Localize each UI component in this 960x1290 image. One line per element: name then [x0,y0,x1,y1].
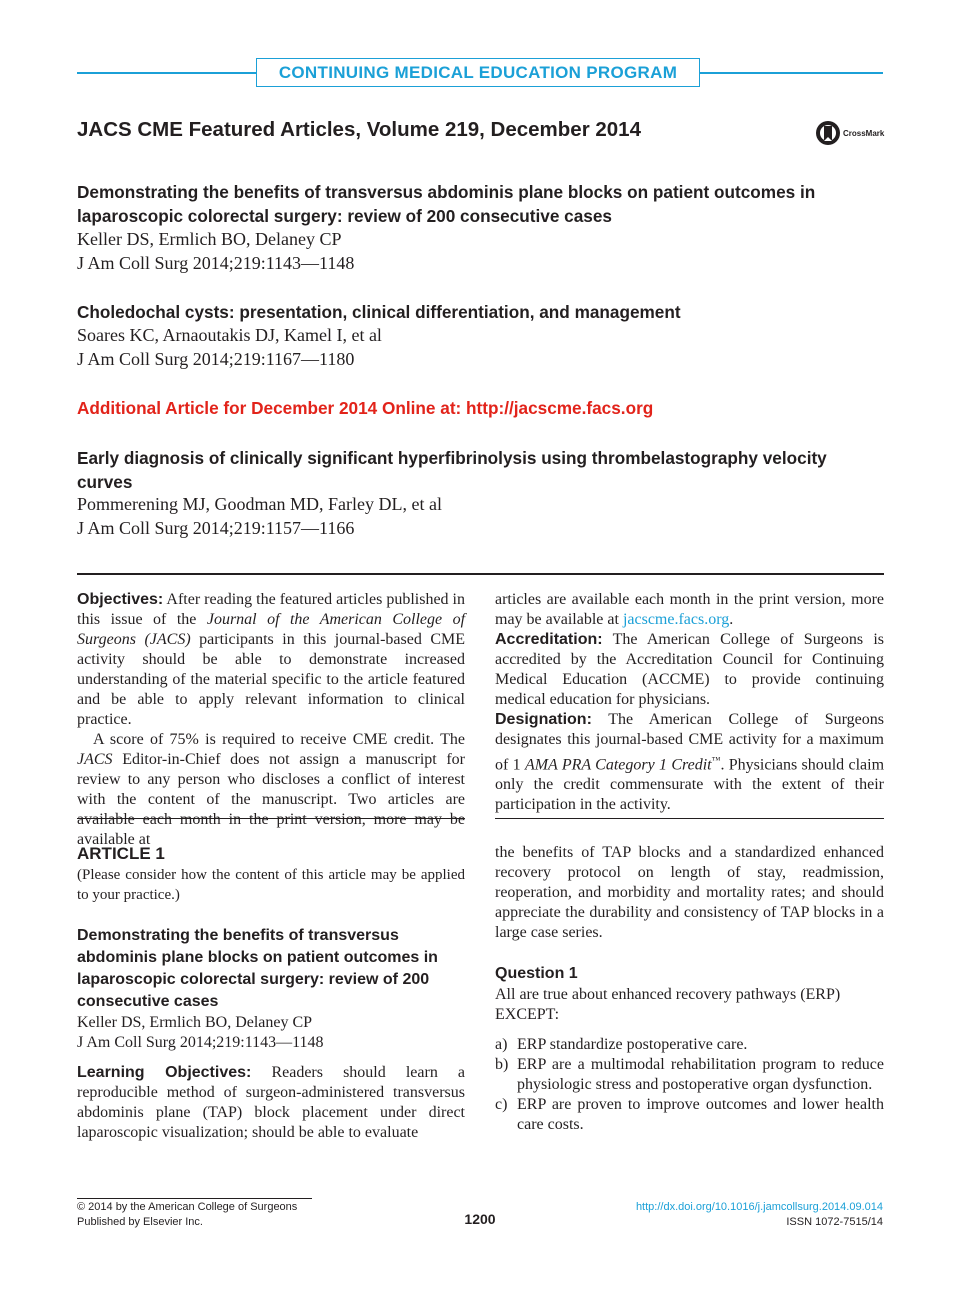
featured-article-2-citation: J Am Coll Surg 2014;219:1167—1180 [77,349,355,369]
accreditation-text: The American College of Surgeons is accredited by the Accreditation Council for Continuing Medical Education (ACCME) to provide continuing medical education for physicians. [495,631,884,708]
crossmark-label: CrossMark [843,128,885,138]
crossmark-badge[interactable] [815,120,884,146]
learning-objectives-text: Readers should learn a reproducible method of surgeon-administered transversus abdominis plane (TAP) block placement under direct laparoscopic visualization; should be able to evaluate [77,1064,466,1141]
question-1-option-b[interactable] [495,1055,884,1095]
option-a-text: ERP standardize postoperative care. [517,1036,748,1053]
footer-publisher: Published by Elsevier Inc. [77,1216,203,1228]
designation-credit: AMA PRA Category 1 Credit [524,756,712,774]
footer-left [77,1200,297,1230]
objectives-journal: Journal of the American College of Surgeons (JACS) [77,611,466,648]
cme-banner-label: CONTINUING MEDICAL EDUCATION PROGRAM [278,62,678,82]
learning-objectives-continuation: the benefits of TAP blocks and a standardized enhanced recovery protocol on length of stay, readmission, reoperation, and morbidity and mortality rates; and should appreciate the durability and consistency of TAP blocks in a large case series. [495,844,884,941]
featured-article-1-title[interactable] [77,180,887,228]
info-right-column [495,590,884,815]
question-1-options [495,1035,884,1135]
designation-text: The American College of Surgeons designates this journal-based CME activity for a maximum of 1 [495,711,884,774]
info-rule-bottom-right [495,818,884,819]
article-1-citation: J Am Coll Surg 2014;219:1143—1148 [77,1034,324,1051]
additional-article-link[interactable]: Additional Article for December 2014 Online at: http://jacscme.facs.org [77,398,654,418]
featured-article-2-authors: Soares KC, Arnaoutakis DJ, Kamel I, et al [77,325,382,345]
article-1-heading: ARTICLE 1 [77,844,165,863]
accreditation-paragraph [495,630,884,710]
article-1-right-column [495,843,884,1135]
question-1-stem: All are true about enhanced recovery pathways (ERP) EXCEPT: [495,986,841,1023]
designation-paragraph [495,710,884,815]
page-number: 1200 [464,1211,496,1227]
crossmark-icon [815,120,841,146]
question-1-heading: Question 1 [495,965,578,982]
featured-article-1-title-line2: laparoscopic colorectal surgery: review of 200 consecutive cases [77,206,612,226]
score-link-line [495,590,884,630]
score-jacs: JACS [77,751,113,768]
banner-rule-left [77,72,258,74]
option-a-letter: a) [495,1036,508,1053]
question-1-option-a[interactable] [495,1035,884,1055]
score-text: A score of 75% is required to receive CME credit. The [93,731,465,748]
doi-link[interactable]: http://dx.doi.org/10.1016/j.jamcollsurg.2014.09.014 [635,1201,883,1213]
objectives-text-2: participants in this journal-based CME activity should be able to demonstrate increased understanding of the material specific to the article featured and be able to apply relevant information to clinical practice. [77,631,466,728]
page-title: JACS CME Featured Articles, Volume 219, December 2014 [77,118,641,141]
featured-article-1-authors: Keller DS, Ermlich BO, Delaney CP [77,229,342,249]
option-b-text: ERP are a multimodal rehabilitation program to reduce physiologic stress and postoperative organ dysfunction. [517,1056,884,1093]
additional-article-title[interactable] [77,446,887,494]
objectives-label: Objectives: [77,591,164,608]
score-text-2: Editor-in-Chief does not assign a manuscript for review to any person who discloses a conflict of interest with the content of the manuscript. Two articles are available each month in the print version, more may be available at [77,751,466,848]
info-left-column [77,590,465,850]
option-b-letter: b) [495,1056,509,1073]
additional-article-citation: J Am Coll Surg 2014;219:1157—1166 [77,518,355,538]
score-end: . [729,611,734,628]
option-c-text: ERP are proven to improve outcomes and lower health care costs. [517,1096,884,1133]
accreditation-label: Accreditation: [495,631,603,648]
objectives-paragraph [77,590,465,730]
additional-article-title-line1: Early diagnosis of clinically significant hyperfibrinolysis using thrombelastography velocity [77,448,827,468]
footer-issn: ISSN 1072-7515/14 [786,1216,883,1228]
footer-copyright: © 2014 by the American College of Surgeons [77,1201,298,1213]
jacscme-link[interactable]: jacscme.facs.org [622,611,730,628]
score-paragraph [77,730,465,850]
banner-rule-right [698,72,883,74]
article-1-authors: Keller DS, Ermlich BO, Delaney CP [77,1014,313,1031]
additional-article-authors: Pommerening MJ, Goodman MD, Farley DL, et al [77,494,442,514]
footer-right [636,1200,883,1230]
cme-banner [256,58,700,87]
learning-objectives-paragraph [77,1063,465,1143]
footer-rule [77,1198,312,1199]
additional-article-title-line2: curves [77,472,133,492]
question-1-option-c[interactable] [495,1095,884,1135]
info-rule-top [77,573,884,575]
designation-label: Designation: [495,711,592,728]
article-1-left-column [77,843,465,1143]
featured-article-1-title-line1: Demonstrating the benefits of transversus abdominis plane blocks on patient outcomes in [77,182,816,202]
designation-tm: ™ [711,755,721,765]
article-1-title[interactable]: Demonstrating the benefits of transversus abdominis plane blocks on patient outcomes in laparoscopic colorectal surgery: review of 200 consecutive cases [77,927,438,1010]
article-1-note: (Please consider how the content of this article may be applied to your practice.) [77,867,465,903]
designation-text-2: . Physicians should claim only the credit commensurate with the extent of their participation in the activity. [495,756,885,814]
option-c-letter: c) [495,1096,508,1113]
featured-article-1-citation: J Am Coll Surg 2014;219:1143—1148 [77,253,355,273]
score-link-lead: articles are available each month in the print version, more may be available at [495,591,884,628]
objectives-text: After reading the featured articles published in this issue of the [77,591,466,628]
learning-objectives-label: Learning Objectives: [77,1064,252,1081]
featured-article-2-title[interactable]: Choledochal cysts: presentation, clinical differentiation, and management [77,302,681,322]
